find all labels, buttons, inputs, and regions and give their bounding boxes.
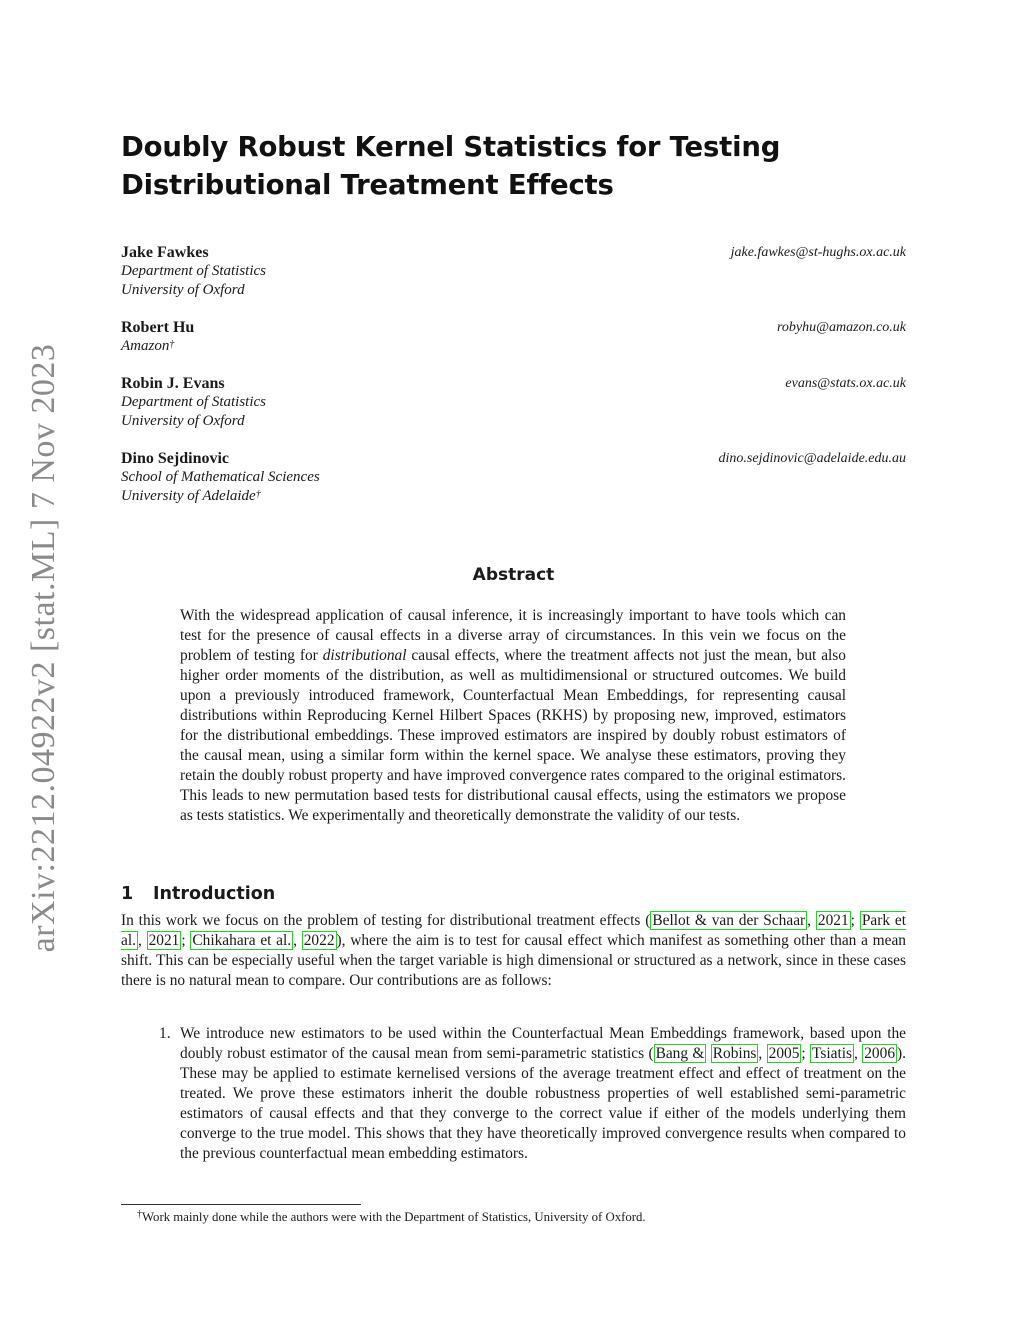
citation-link[interactable]: 2006	[864, 1045, 896, 1062]
author-affiliation: Department of Statistics	[121, 394, 266, 410]
abstract-body: With the widespread application of causal inference, it is increasingly important to have tools which can test for the presence of causal effects in a diverse array of circumstances. In this vein we focus on the problem of testing for distributional causal effects, where the treatment affects not just the mean, but also higher order moments of the distribution, as well as multidimensional or structured outcomes. We build upon a previously introduced framework, Counterfactual Mean Embeddings, for representing causal distributions within Reproducing Kernel Hilbert Spaces (RKHS) by proposing new, improved, estimators for the distributional embeddings. These improved estimators are inspired by doubly robust estimators of the causal mean, using a similar form within the kernel space. We analyse these estimators, proving they retain the doubly robust property and have improved convergence rates compared to the original estimators. This leads to new permutation based tests for distributional causal effects, using the estimators we propose as tests statistics. We experimentally and theoretically demonstrate the validity of our tests.	[180, 607, 846, 824]
citation-link[interactable]: Bellot & van der Schaar	[652, 912, 806, 929]
author-email[interactable]: evans@stats.ox.ac.uk	[785, 376, 906, 391]
paper-title: Doubly Robust Kernel Statistics for Testing Distributional Treatment Effects	[121, 131, 781, 201]
emphasis: distributional	[322, 647, 407, 664]
author-affiliation: School of Mathematical Sciences	[121, 469, 320, 485]
author-affiliation: University of Oxford	[121, 413, 245, 429]
author-affiliation: University of Oxford	[121, 282, 245, 298]
citation-link[interactable]: Tsiatis	[812, 1045, 853, 1062]
author-affiliation: University of Adelaide†	[121, 488, 261, 504]
abstract-heading: Abstract	[472, 565, 555, 585]
citation-link[interactable]: 2021	[817, 912, 849, 929]
footnote: †Work mainly done while the authors were with the Department of Statistics, University of Oxford.	[137, 1209, 646, 1224]
author-name: Jake Fawkes	[121, 244, 209, 261]
footnote-mark: †	[255, 489, 261, 500]
footnote-mark: †	[169, 339, 175, 350]
citation-link[interactable]: Park et al.	[121, 912, 906, 949]
citation-link[interactable]: 2022	[303, 932, 335, 949]
list-item: 1. We introduce new estimators to be used within the Counterfactual Mean Embeddings framework, based upon the doubly robust estimator of the causal mean from semi-parametric statistics ( Bang & Robins , 2005 ; Tsiatis , 2006 ). These may be applied to estimate kernelised versions of the average treatment effect and effect of treatment on the treated. We prove these estimators inherit the double robustness properties of well established semi-parametric estimators of causal effects and that they converge to the correct value if either of the models underlying them converge to the true model. This shows that they have theoretically improved convergence results when compared to the previous counterfactual mean embedding estimators.	[159, 1025, 906, 1162]
author-name: Dino Sejdinovic	[121, 450, 230, 467]
author-block	[121, 374, 906, 431]
list-marker: 1.	[159, 1025, 171, 1042]
citation-link[interactable]: 2021	[148, 932, 180, 949]
citation-link[interactable]: 2005	[768, 1045, 800, 1062]
intro-paragraph: In this work we focus on the problem of testing for distributional treatment effects ( Bellot & van der Schaar , 2021 ; Park et al. , 2021 ; Chikahara et al. , 2022 ), where the aim is to test for causal effect which manifest as something other than a mean shift. This can be especially useful when the target variable is high dimensional or structured as a network, since in these cases there is no natural mean to compare. Our contributions are as follows:	[121, 912, 907, 989]
author-email[interactable]: jake.fawkes@st-hughs.ox.ac.uk	[730, 245, 906, 260]
author-email[interactable]: robyhu@amazon.co.uk	[776, 320, 906, 335]
section-title: Introduction	[153, 884, 276, 904]
author-block	[121, 243, 906, 300]
author-name: Robin J. Evans	[121, 375, 225, 392]
author-affiliation: Amazon†	[121, 338, 175, 354]
citation-link[interactable]: Chikahara et al.	[192, 932, 292, 949]
citation-link[interactable]: Bang &	[655, 1045, 705, 1062]
author-name: Robert Hu	[121, 319, 195, 336]
footnote-divider	[121, 1204, 361, 1205]
author-email[interactable]: dino.sejdinovic@adelaide.edu.au	[718, 451, 906, 466]
footnote-mark: †	[137, 1209, 142, 1220]
contributions-list	[121, 1024, 906, 1164]
section-heading-introduction	[121, 884, 275, 904]
author-block	[121, 318, 906, 356]
section-number: 1	[121, 884, 134, 904]
citation-link[interactable]: Robins	[712, 1045, 757, 1062]
author-affiliation: Department of Statistics	[121, 263, 266, 279]
author-block	[121, 449, 906, 506]
arxiv-identifier-text: arXiv:2212.04922v2 [stat.ML] 7 Nov 2023	[25, 343, 62, 953]
